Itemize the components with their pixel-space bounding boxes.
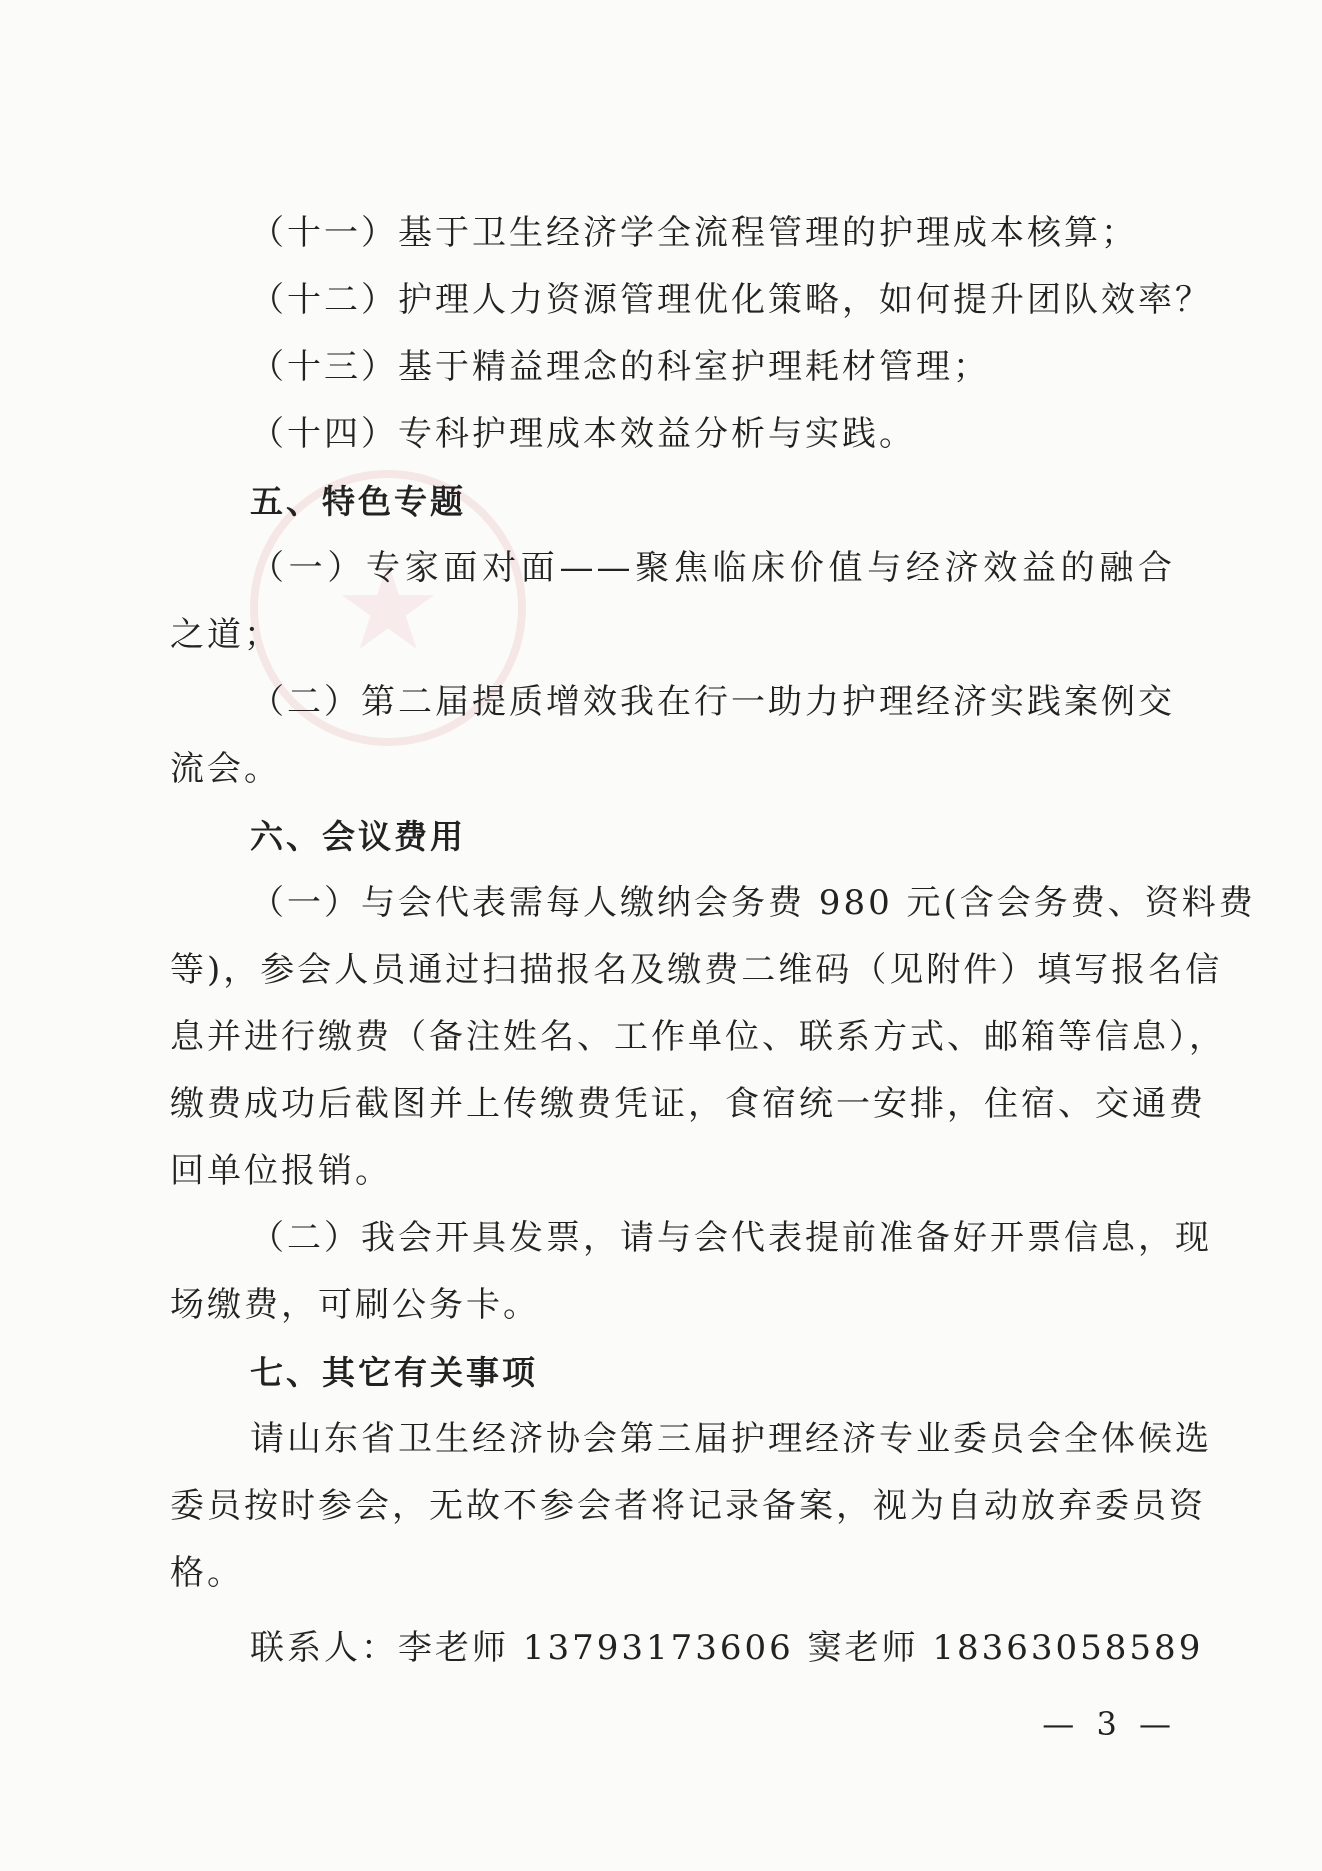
section7-heading: 七、其它有关事项 — [250, 1353, 538, 1392]
section6-item1-line3: 息并进行缴费（备注姓名、工作单位、联系方式、邮箱等信息）， — [170, 1017, 1226, 1057]
section7-line3: 格。 — [170, 1553, 244, 1593]
section4-item-11: （十一）基于卫生经济学全流程管理的护理成本核算； — [250, 213, 1138, 253]
page-number: — 3 — — [1042, 1705, 1177, 1743]
section5-item2-line1: （二）第二届提质增效我在行一助力护理经济实践案例交 — [250, 682, 1175, 722]
document-body — [170, 200, 1256, 1682]
section5-item2-line2: 流会。 — [170, 749, 281, 789]
section6-item2-line1: （二）我会开具发票，请与会代表提前准备好开票信息，现 — [250, 1218, 1212, 1258]
contact-line: 联系人：李老师 13793173606 窦老师 18363058589 — [250, 1628, 1204, 1668]
section4-item-12: （十二）护理人力资源管理优化策略，如何提升团队效率？ — [250, 280, 1212, 320]
section4-item-13: （十三）基于精益理念的科室护理耗材管理； — [250, 347, 990, 387]
star-icon: ★ — [334, 538, 442, 678]
section6-item1-line5: 回单位报销。 — [170, 1151, 392, 1191]
section6-item1-line2: 等)，参会人员通过扫描报名及缴费二维码（见附件）填写报名信 — [170, 950, 1223, 990]
section4-item-14: （十四）专科护理成本效益分析与实践。 — [250, 414, 916, 454]
section7-line1: 请山东省卫生经济协会第三届护理经济专业委员会全体候选 — [250, 1419, 1212, 1459]
section5-heading: 五、特色专题 — [250, 482, 466, 521]
section7-line2: 委员按时参会，无故不参会者将记录备案，视为自动放弃委员资 — [170, 1486, 1206, 1526]
section5-item1-line1: （一）专家面对面——聚焦临床价值与经济效益的融合 — [250, 548, 1175, 588]
section6-item2-line2: 场缴费，可刷公务卡。 — [170, 1285, 540, 1325]
section5-item1-line2: 之道； — [170, 615, 281, 655]
section6-item1-line4: 缴费成功后截图并上传缴费凭证，食宿统一安排，住宿、交通费 — [170, 1084, 1206, 1124]
section6-item1-line1: （一）与会代表需每人缴纳会务费 980 元(含会务费、资料费 — [250, 883, 1256, 923]
section6-heading: 六、会议费用 — [250, 817, 466, 856]
